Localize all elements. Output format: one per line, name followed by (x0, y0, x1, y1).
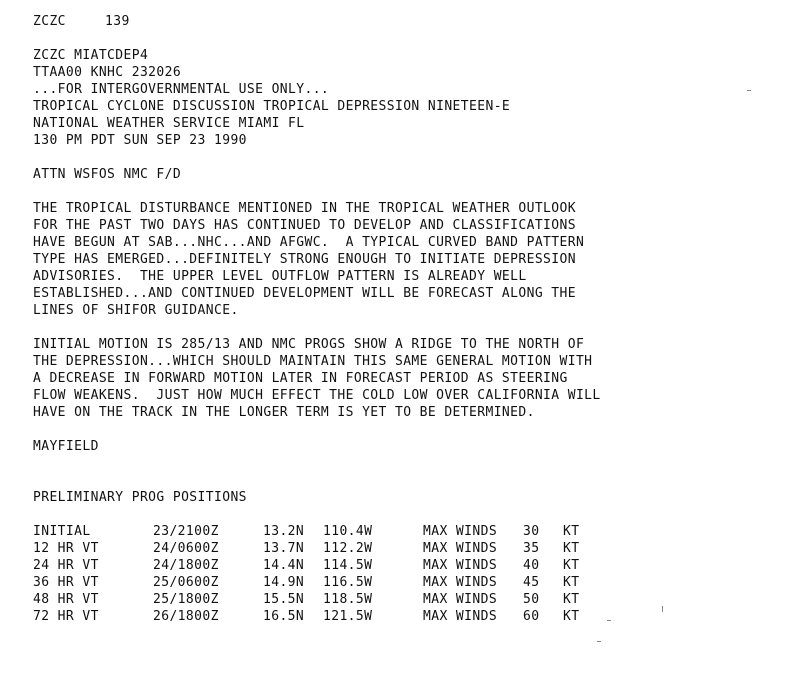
prog-label-cell: INITIAL (33, 524, 91, 539)
prog-unit-cell: KT (563, 558, 580, 573)
scan-speck (597, 641, 601, 642)
prog-row (33, 574, 603, 591)
discussion-paragraph-2 (33, 336, 773, 421)
paragraph-line: FLOW WEAKENS. JUST HOW MUCH EFFECT THE COLD LOW OVER CALIFORNIA WILL (33, 388, 601, 403)
prog-time-cell: 24/0600Z (153, 541, 219, 556)
bulletin-line: NATIONAL WEATHER SERVICE MIAMI FL (33, 116, 305, 131)
paragraph-line: TYPE HAS EMERGED...DEFINITELY STRONG ENOUGH TO INITIATE DEPRESSION (33, 252, 576, 267)
prog-lon-cell: 121.5W (323, 609, 373, 624)
prog-lat-cell: 15.5N (263, 592, 305, 607)
prog-label-cell: 72 HR VT (33, 609, 99, 624)
prog-max-winds-cell: MAX WINDS (423, 575, 498, 590)
forecaster-signature: MAYFIELD (33, 439, 99, 454)
paragraph-line: HAVE BEGUN AT SAB...NHC...AND AFGWC. A TYPICAL CURVED BAND PATTERN (33, 235, 585, 250)
prog-max-winds-cell: MAX WINDS (423, 558, 498, 573)
prog-title: PRELIMINARY PROG POSITIONS (33, 490, 247, 505)
attn-line: ATTN WSFOS NMC F/D (33, 167, 182, 182)
prog-max-winds-cell: MAX WINDS (423, 541, 498, 556)
paragraph-line: LINES OF SHIFOR GUIDANCE. (33, 303, 239, 318)
prog-time-cell: 26/1800Z (153, 609, 219, 624)
prog-lon-cell: 118.5W (323, 592, 373, 607)
prog-unit-cell: KT (563, 575, 580, 590)
prog-positions-table (33, 523, 603, 625)
blank-line (33, 30, 773, 47)
prog-label-cell: 36 HR VT (33, 575, 99, 590)
paragraph-line: HAVE ON THE TRACK IN THE LONGER TERM IS YET TO BE DETERMINED. (33, 405, 535, 420)
prog-wind-speed-cell: 45 (523, 575, 540, 590)
discussion-paragraph-1 (33, 200, 773, 319)
scan-speck (662, 606, 663, 612)
bulletin-line: 130 PM PDT SUN SEP 23 1990 (33, 133, 247, 148)
prog-unit-cell: KT (563, 609, 580, 624)
prog-unit-cell: KT (563, 592, 580, 607)
prog-lon-cell: 114.5W (323, 558, 373, 573)
prog-row (33, 591, 603, 608)
prog-lat-cell: 13.2N (263, 524, 305, 539)
scan-speck (607, 620, 611, 621)
prog-wind-speed-cell: 60 (523, 609, 540, 624)
prog-row (33, 523, 603, 540)
prog-time-cell: 25/0600Z (153, 575, 219, 590)
bulletin-line: ...FOR INTERGOVERNMENTAL USE ONLY... (33, 82, 330, 97)
blank-line (33, 421, 773, 438)
bulletin-heading (33, 47, 773, 149)
prog-unit-cell: KT (563, 541, 580, 556)
prog-row (33, 557, 603, 574)
teletype-document (33, 13, 773, 625)
bulletin-line: ZCZC MIATCDEP4 (33, 48, 149, 63)
prog-max-winds-cell: MAX WINDS (423, 592, 498, 607)
prog-lon-cell: 112.2W (323, 541, 373, 556)
prog-label-cell: 12 HR VT (33, 541, 99, 556)
blank-line (33, 506, 773, 523)
prog-max-winds-cell: MAX WINDS (423, 609, 498, 624)
prog-lat-cell: 14.9N (263, 575, 305, 590)
blank-line (33, 183, 773, 200)
paragraph-line: THE TROPICAL DISTURBANCE MENTIONED IN THE TROPICAL WEATHER OUTLOOK (33, 201, 576, 216)
blank-line (33, 319, 773, 336)
scan-speck (747, 90, 751, 91)
header-code: ZCZC (33, 14, 66, 29)
prog-table-body (33, 523, 603, 625)
prog-lat-cell: 16.5N (263, 609, 305, 624)
paragraph-line: A DECREASE IN FORWARD MOTION LATER IN FORECAST PERIOD AS STEERING (33, 371, 568, 386)
prog-row (33, 540, 603, 557)
paragraph-line: THE DEPRESSION...WHICH SHOULD MAINTAIN THIS SAME GENERAL MOTION WITH (33, 354, 593, 369)
prog-wind-speed-cell: 50 (523, 592, 540, 607)
paragraph-line: FOR THE PAST TWO DAYS HAS CONTINUED TO DEVELOP AND CLASSIFICATIONS (33, 218, 576, 233)
transmission-header (33, 13, 773, 30)
prog-unit-cell: KT (563, 524, 580, 539)
blank-line (33, 455, 773, 489)
prog-label-cell: 48 HR VT (33, 592, 99, 607)
bulletin-line: TROPICAL CYCLONE DISCUSSION TROPICAL DEPRESSION NINETEEN-E (33, 99, 511, 114)
prog-time-cell: 24/1800Z (153, 558, 219, 573)
paragraph-line: ADVISORIES. THE UPPER LEVEL OUTFLOW PATTERN IS ALREADY WELL (33, 269, 527, 284)
prog-wind-speed-cell: 35 (523, 541, 540, 556)
prog-lon-cell: 116.5W (323, 575, 373, 590)
header-number: 139 (105, 14, 130, 29)
prog-lon-cell: 110.4W (323, 524, 373, 539)
paragraph-line: ESTABLISHED...AND CONTINUED DEVELOPMENT WILL BE FORECAST ALONG THE (33, 286, 576, 301)
prog-label-cell: 24 HR VT (33, 558, 99, 573)
prog-max-winds-cell: MAX WINDS (423, 524, 498, 539)
prog-wind-speed-cell: 30 (523, 524, 540, 539)
prog-lat-cell: 13.7N (263, 541, 305, 556)
blank-line (33, 149, 773, 166)
prog-row (33, 608, 603, 625)
paragraph-line: INITIAL MOTION IS 285/13 AND NMC PROGS SHOW A RIDGE TO THE NORTH OF (33, 337, 585, 352)
prog-time-cell: 25/1800Z (153, 592, 219, 607)
bulletin-line: TTAA00 KNHC 232026 (33, 65, 182, 80)
prog-time-cell: 23/2100Z (153, 524, 219, 539)
prog-lat-cell: 14.4N (263, 558, 305, 573)
prog-wind-speed-cell: 40 (523, 558, 540, 573)
